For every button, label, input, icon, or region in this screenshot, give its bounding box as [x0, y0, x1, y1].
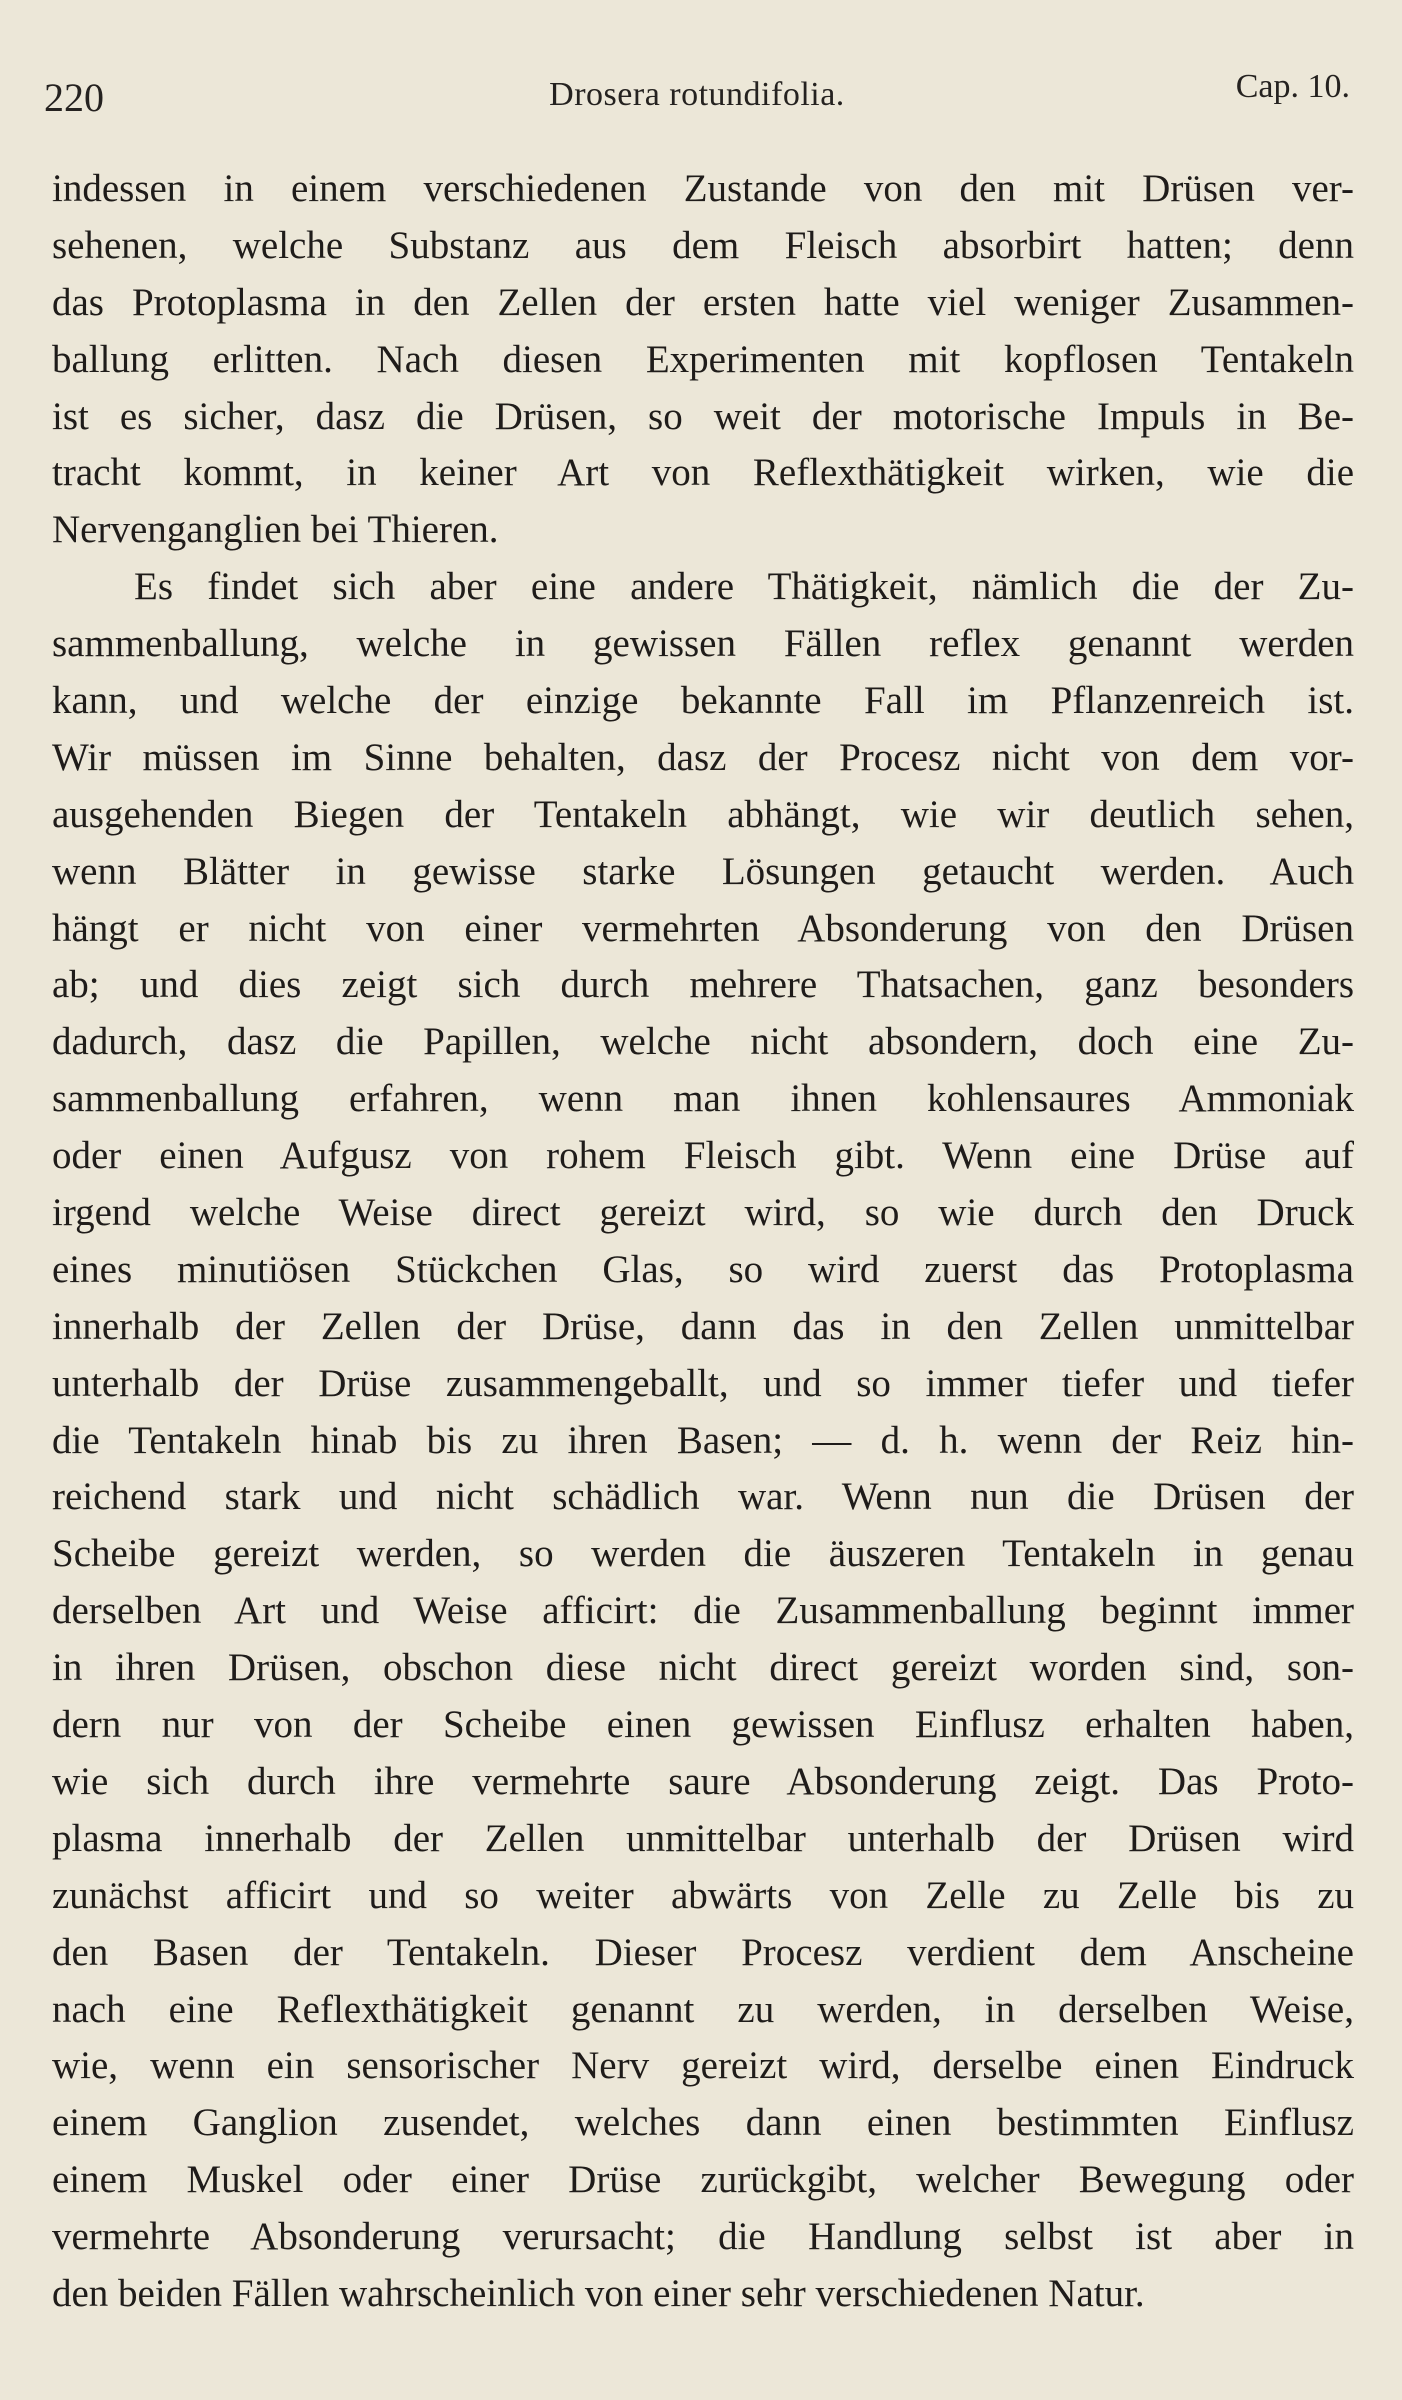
text-line: sehenen, welche Substanz aus dem Fleisch absorbirt hatten; denn: [52, 223, 1354, 267]
text-line: ist es sicher, dasz die Drüsen, so weit der motorische Impuls in Be-: [52, 394, 1354, 438]
text-line: sammenballung, welche in gewissen Fällen reflex genannt werden: [52, 622, 1354, 666]
text-line: dern nur von der Scheibe einen gewissen Einflusz erhalten haben,: [52, 1703, 1354, 1747]
body-text: [52, 161, 1354, 2323]
text-line: einem Muskel oder einer Drüse zurückgibt, welcher Bewegung oder: [52, 2158, 1354, 2202]
text-line: in ihren Drüsen, obschon diese nicht direct gereizt worden sind, son-: [52, 1646, 1354, 1690]
text-line: tracht kommt, in keiner Art von Reflexthätigkeit wirken, wie die: [52, 451, 1354, 495]
text-line: vermehrte Absonderung verursacht; die Handlung selbst ist aber in: [52, 2215, 1354, 2259]
text-line: den Basen der Tentakeln. Dieser Procesz verdient dem Anscheine: [52, 1930, 1354, 1974]
paragraph-2: [52, 559, 1354, 2323]
text-line: Scheibe gereizt werden, so werden die äuszeren Tentakeln in genau: [52, 1532, 1354, 1576]
running-title: Drosera rotundifolia.: [549, 76, 845, 113]
text-line: innerhalb der Zellen der Drüse, dann das in den Zellen unmittelbar: [52, 1304, 1354, 1348]
text-line: kann, und welche der einzige bekannte Fall im Pflanzenreich ist.: [52, 679, 1354, 723]
text-line: Nervenganglien bei Thieren.: [52, 508, 499, 552]
running-head: [44, 68, 1350, 124]
page-number: 220: [44, 75, 104, 120]
text-line: sammenballung erfahren, wenn man ihnen kohlensaures Ammoniak: [52, 1077, 1354, 1121]
text-line: das Protoplasma in den Zellen der ersten hatte viel weniger Zusammen-: [52, 280, 1354, 324]
text-line: indessen in einem verschiedenen Zustande von den mit Drüsen ver-: [52, 167, 1354, 210]
text-line: ab; und dies zeigt sich durch mehrere Thatsachen, ganz besonders: [52, 963, 1354, 1007]
text-line: wie sich durch ihre vermehrte saure Absonderung zeigt. Das Proto-: [52, 1759, 1354, 1803]
text-line: die Tentakeln hinab bis zu ihren Basen; — d. h. wenn der Reiz hin-: [52, 1418, 1354, 1462]
text-line: einem Ganglion zusendet, welches dann einen bestimmten Einflusz: [52, 2101, 1354, 2145]
text-line: Wir müssen im Sinne behalten, dasz der Procesz nicht von dem vor-: [52, 735, 1354, 779]
text-line: unterhalb der Drüse zusammengeballt, und so immer tiefer und tiefer: [52, 1361, 1354, 1405]
chapter-label: Cap. 10.: [1235, 68, 1350, 105]
text-line: plasma innerhalb der Zellen unmittelbar unterhalb der Drüsen wird: [52, 1816, 1354, 1860]
text-line: wenn Blätter in gewisse starke Lösungen getaucht werden. Auch: [52, 849, 1354, 893]
text-line: irgend welche Weise direct gereizt wird, so wie durch den Druck: [52, 1191, 1354, 1235]
text-line: derselben Art und Weise afficirt: die Zusammenballung beginnt immer: [52, 1589, 1354, 1633]
text-line: nach eine Reflexthätigkeit genannt zu werden, in derselben Weise,: [52, 1987, 1354, 2031]
text-line: ausgehenden Biegen der Tentakeln abhängt, wie wir deutlich sehen,: [52, 792, 1354, 836]
text-line: ballung erlitten. Nach diesen Experimenten mit kopflosen Tentakeln: [52, 337, 1354, 381]
text-line: Es findet sich aber eine andere Thätigkeit, nämlich die der Zu-: [134, 565, 1354, 609]
text-line: hängt er nicht von einer vermehrten Absonderung von den Drüsen: [52, 906, 1354, 950]
text-line: wie, wenn ein sensorischer Nerv gereizt wird, derselbe einen Eindruck: [52, 2044, 1354, 2088]
text-line: dadurch, dasz die Papillen, welche nicht absondern, doch eine Zu-: [52, 1020, 1354, 1064]
text-line: den beiden Fällen wahrscheinlich von einer sehr verschiedenen Natur.: [52, 2271, 1145, 2315]
text-line: oder einen Aufgusz von rohem Fleisch gibt. Wenn eine Drüse auf: [52, 1134, 1354, 1178]
text-line: eines minutiösen Stückchen Glas, so wird zuerst das Protoplasma: [52, 1247, 1354, 1291]
text-line: zunächst afficirt und so weiter abwärts von Zelle zu Zelle bis zu: [52, 1873, 1354, 1917]
paragraph-1: [52, 161, 1354, 559]
text-line: reichend stark und nicht schädlich war. Wenn nun die Drüsen der: [52, 1475, 1354, 1519]
